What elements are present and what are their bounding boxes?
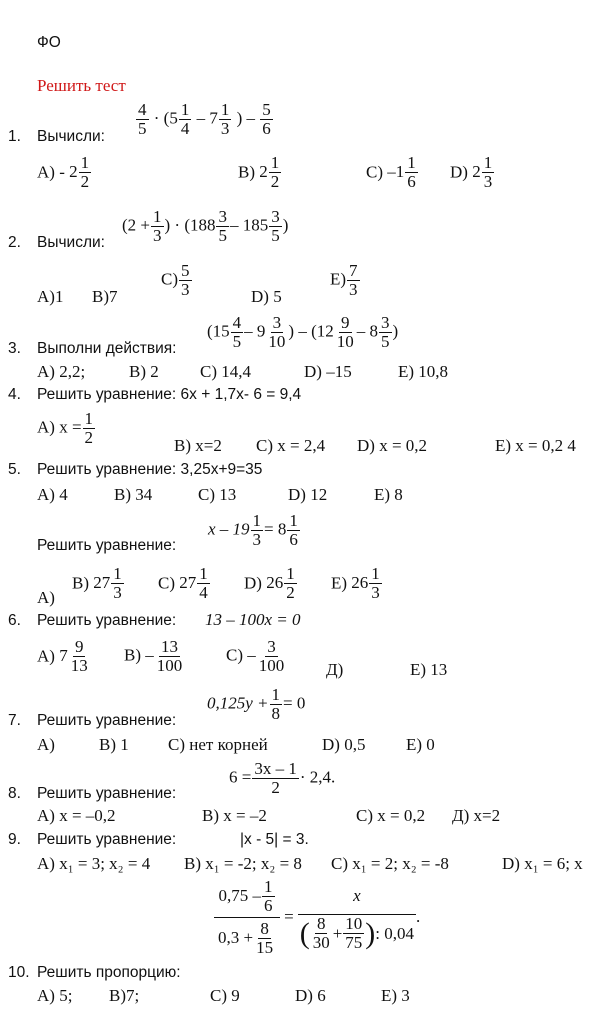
- q5-answer-e: E) 8: [374, 485, 403, 504]
- q5-answer-c: C) 13: [198, 485, 237, 504]
- q10-answer-a: A) 5;: [37, 986, 73, 1005]
- q8-label: Решить уравнение:: [37, 785, 177, 802]
- q5b-answer-d: D) 26 $\frac{1}{2}$: [244, 564, 295, 602]
- q2-label: Вычисли:: [37, 234, 105, 251]
- q5-answer-d: D) 12: [288, 485, 328, 504]
- q9-answer-b: B) x₁ = -2; x₂ = 8: [184, 854, 302, 873]
- q1-answer-c: C) –1 $\frac{1}{6}$: [366, 153, 416, 191]
- q6-answer-a: A) 7 $\frac{9}{13}$: [37, 637, 88, 675]
- q8-expression: 6 = $\frac{3x - 1}{2}$ · 2,4.: [229, 759, 336, 797]
- q1-label: Вычисли:: [37, 128, 105, 145]
- q1-answer-d: D) 2 $\frac{1}{3}$: [450, 153, 493, 191]
- q2-answer-b: B)7: [92, 287, 118, 306]
- header-fo: ФО: [37, 34, 61, 51]
- q8-answer-d: Д) x=2: [452, 806, 501, 825]
- q9-label: Решить уравнение:: [37, 831, 177, 848]
- q5b-answer-b: B) 27 $\frac{1}{3}$: [72, 564, 122, 602]
- q7-answer-e: E) 0: [406, 735, 435, 754]
- q3-answer-d: D) –15: [304, 362, 352, 381]
- q2-answer-a: A)1: [37, 287, 64, 306]
- q6-answer-c: C) – $\frac{3}{100}$: [226, 637, 285, 675]
- q5-answer-b: B) 34: [114, 485, 153, 504]
- q1-expression: $\frac{4}{5}$ · (5 $\frac{1}{4}$ – 7 $\frac{1}{3}$ ) – $\frac{5}{6}$: [138, 100, 271, 138]
- q2-answer-e: E) $\frac{7}{3}$: [330, 261, 358, 299]
- q6-answer-b: B) – $\frac{13}{100}$: [124, 637, 183, 675]
- q8-number: 8.: [8, 785, 21, 802]
- q10-answer-c: C) 9: [210, 986, 240, 1005]
- q5b-answer-c: C) 27 $\frac{1}{4}$: [158, 564, 208, 602]
- q9-answer-a: A) x₁ = 3; x₂ = 4: [37, 854, 151, 873]
- q4-answer-a: A) x = $\frac{1}{2}$: [37, 409, 94, 447]
- q6-number: 6.: [8, 612, 21, 629]
- q3-answer-e: E) 10,8: [398, 362, 449, 381]
- q1-number: 1.: [8, 128, 21, 145]
- q3-answer-a: A) 2,2;: [37, 362, 86, 381]
- q5b-answer-e: E) 26 $\frac{1}{3}$: [331, 564, 380, 602]
- q6-answer-e: E) 13: [410, 660, 448, 679]
- q3-label: Выполни действия:: [37, 340, 177, 357]
- q7-answer-b: B) 1: [99, 735, 129, 754]
- q5b-answer-a: A): [37, 588, 55, 607]
- q1-answer-a: A) - 2 $\frac{1}{2}$: [37, 153, 90, 191]
- q9-equation: |x - 5| = 3.: [240, 831, 309, 848]
- test-title: Решить тест: [37, 76, 126, 95]
- q2-answer-c: C) $\frac{5}{3}$: [161, 261, 190, 299]
- q3-expression: (15 $\frac{4}{5}$ – 9 $\frac{3}{10}$ ) – (12 $\frac{9}{10}$ – 8 $\frac{3}{5}$ ): [207, 313, 399, 351]
- q5b-label: Решить уравнение:: [37, 537, 177, 554]
- q5-number: 5.: [8, 461, 21, 478]
- q1-answer-b: B) 2 $\frac{1}{2}$: [238, 153, 280, 191]
- q3-answer-c: C) 14,4: [200, 362, 251, 381]
- q5b-expression: x – 19 $\frac{1}{3}$ = 8 $\frac{1}{6}$: [208, 511, 298, 549]
- q10-number: 10.: [8, 964, 30, 981]
- q10-label: Решить пропорцию:: [37, 964, 181, 981]
- q7-answer-d: D) 0,5: [322, 735, 366, 754]
- q7-answer-c: C) нет корней: [168, 735, 268, 754]
- q9-answer-c: C) x₁ = 2; x₂ = -8: [331, 854, 449, 873]
- q7-label: Решить уравнение:: [37, 712, 177, 729]
- q5-label: Решить уравнение: 3,25х+9=35: [37, 461, 263, 478]
- q10-answer-d: D) 6: [295, 986, 326, 1005]
- q6-label: Решить уравнение:: [37, 612, 177, 629]
- q7-expression: 0,125y + $\frac{1}{8}$ = 0: [207, 685, 306, 723]
- q7-answer-a: A): [37, 735, 55, 754]
- q2-expression: (2 + $\frac{1}{3}$ ) · (188 $\frac{3}{5}$ – 185 $\frac{3}{5}$ ): [122, 207, 289, 245]
- q4-answer-d: D) x = 0,2: [357, 436, 428, 455]
- q4-number: 4.: [8, 386, 21, 403]
- q2-answer-d: D) 5: [251, 287, 282, 306]
- q4-answer-c: C) x = 2,4: [256, 436, 326, 455]
- q10-expression: 0,75 – $\frac{1}{6}$ 0,3 + $\frac{8}{15}$ = x ( $\frac{8}{30}$ + $\frac{10}{75}$ ) : 0,04 .: [214, 878, 420, 956]
- q8-answer-a: A) x = –0,2: [37, 806, 116, 825]
- q9-number: 9.: [8, 831, 21, 848]
- q2-number: 2.: [8, 234, 21, 251]
- q4-answer-e: E) x = 0,2 4: [495, 436, 576, 455]
- q5-answer-a: A) 4: [37, 485, 68, 504]
- q4-label: Решить уравнение: 6х + 1,7х- 6 = 9,4: [37, 386, 302, 403]
- q6-equation: 13 – 100x = 0: [205, 610, 301, 629]
- q8-answer-b: B) x = –2: [202, 806, 267, 825]
- q4-answer-b: B) x=2: [174, 436, 222, 455]
- q3-number: 3.: [8, 340, 21, 357]
- q8-answer-c: C) x = 0,2: [356, 806, 426, 825]
- q3-answer-b: B) 2: [129, 362, 159, 381]
- q6-answer-d: Д): [326, 660, 344, 679]
- q10-answer-e: E) 3: [381, 986, 410, 1005]
- q9-answer-d: D) x₁ = 6; x: [502, 854, 583, 873]
- q7-number: 7.: [8, 712, 21, 729]
- q10-answer-b: B)7;: [109, 986, 140, 1005]
